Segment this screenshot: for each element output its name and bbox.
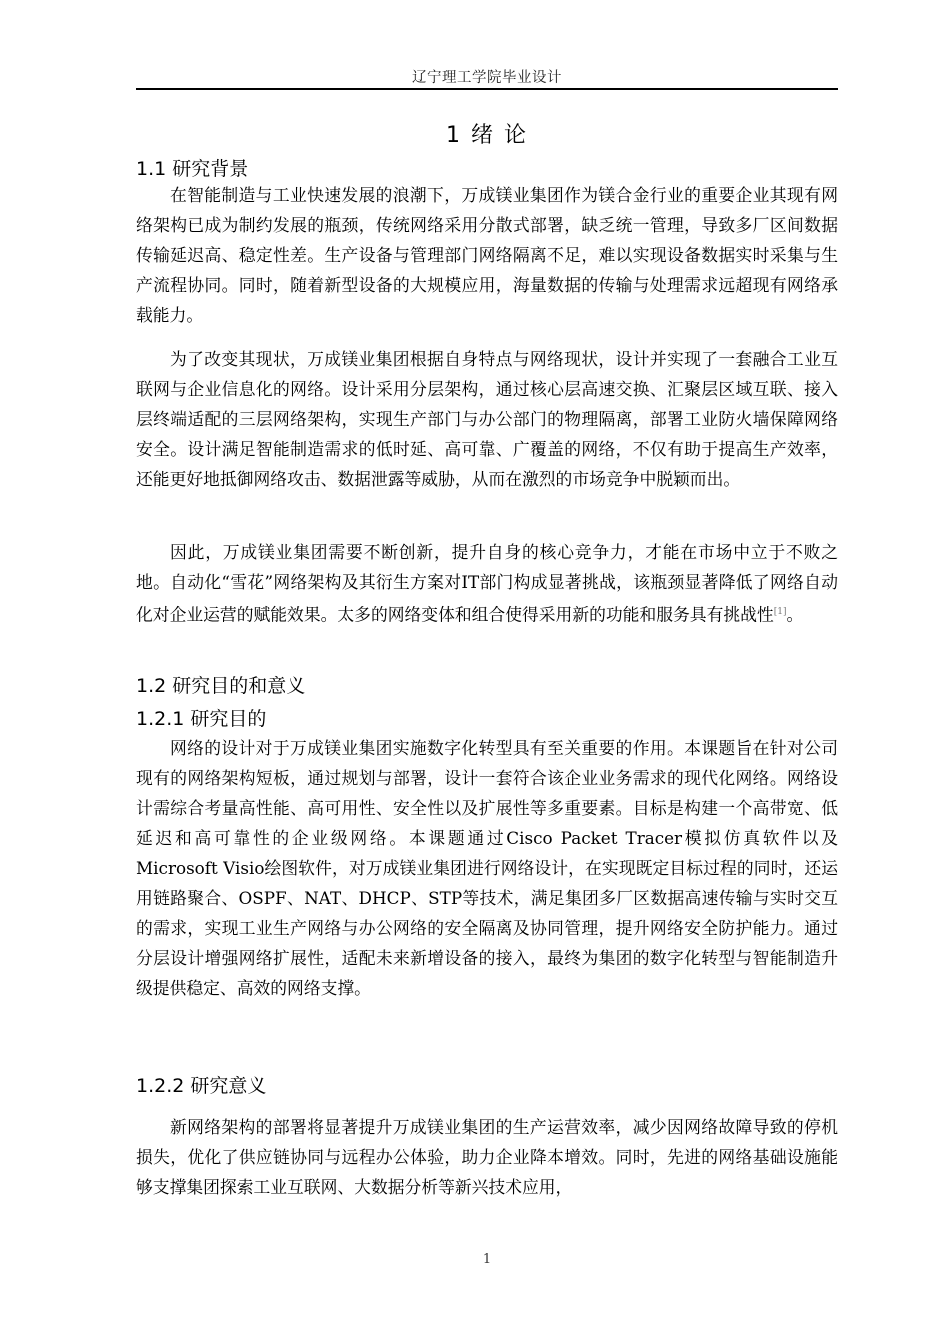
- paragraph-background-1: 在智能制造与工业快速发展的浪潮下，万成镁业集团作为镁合金行业的重要企业其现有网络架构已成为制约发展的瓶颈，传统网络采用分散式部署，缺乏统一管理，导致多厂区间数据传输延迟高、稳定性差。生产设备与管理部门网络隔离不足，难以实现设备数据实时采集与生产流程协同。同时，随着新型设备的大规模应用，海量数据的传输与处理需求远超现有网络承载能力。: [136, 185, 838, 325]
- paragraph-background-3-text: 因此，万成镁业集团需要不断创新，提升自身的核心竞争力，才能在市场中立于不败之地。自动化“雪花”网络架构及其衍生方案对IT部门构成显著挑战，该瓶颈显著降低了网络自动化对企业运营的赋能效果。太多的网络变体和组合使得采用新的功能和服务具有挑战性: [136, 542, 838, 625]
- paragraph-significance: 新网络架构的部署将显著提升万成镁业集团的生产运营效率，减少因网络故障导致的停机损失，优化了供应链协同与远程办公体验，助力企业降本增效。同时，先进的网络基础设施能够支撑集团探索工业互联网、大数据分析等新兴技术应用，: [136, 1117, 838, 1197]
- citation-ref: [1]: [773, 607, 787, 617]
- page-header: 辽宁理工学院毕业设计: [412, 70, 562, 86]
- header-divider: [136, 88, 838, 90]
- page-number: 1: [482, 1252, 492, 1267]
- paragraph-background-2: 为了改变其现状，万成镁业集团根据自身特点与网络现状，设计并实现了一套融合工业互联网与企业信息化的网络。设计采用分层架构，通过核心层高速交换、汇聚层区域互联、接入层终端适配的三层网络架构，实现生产部门与办公部门的物理隔离，部署工业防火墙保障网络安全。设计满足智能制造需求的低时延、高可靠、广覆盖的网络，不仅有助于提高生产效率，还能更好地抵御网络攻击、数据泄露等威胁，从而在激烈的市场竞争中脱颖而出。: [136, 349, 838, 489]
- paragraph-background-3: [136, 537, 838, 630]
- section-heading-1-2-2: 1.2.2 研究意义: [136, 1075, 267, 1097]
- section-heading-1-1: 1.1 研究背景: [136, 158, 249, 180]
- chapter-title: 1 绪 论: [446, 123, 528, 148]
- section-heading-1-2-1: 1.2.1 研究目的: [136, 708, 267, 730]
- paragraph-background-3-end: 。: [786, 604, 804, 625]
- paragraph-purpose: 网络的设计对于万成镁业集团实施数字化转型具有至关重要的作用。本课题旨在针对公司现有的网络架构短板，通过规划与部署，设计一套符合该企业业务需求的现代化网络。网络设计需综合考量高性能、高可用性、安全性以及扩展性等多重要素。目标是构建一个高带宽、低延迟和高可靠性的企业级网络。本课题通过Cisco Packet Tracer模拟仿真软件以及Microsoft Visio绘图软件，对万成镁业集团进行网络设计，在实现既定目标过程的同时，还运用链路聚合、OSPF、NAT、DHCP、STP等技术，满足集团多厂区数据高速传输与实时交互的需求，实现工业生产网络与办公网络的安全隔离及协同管理，提升网络安全防护能力。通过分层设计增强网络扩展性，适配未来新增设备的接入，最终为集团的数字化转型与智能制造升级提供稳定、高效的网络支撑。: [136, 738, 838, 998]
- section-heading-1-2: 1.2 研究目的和意义: [136, 675, 306, 697]
